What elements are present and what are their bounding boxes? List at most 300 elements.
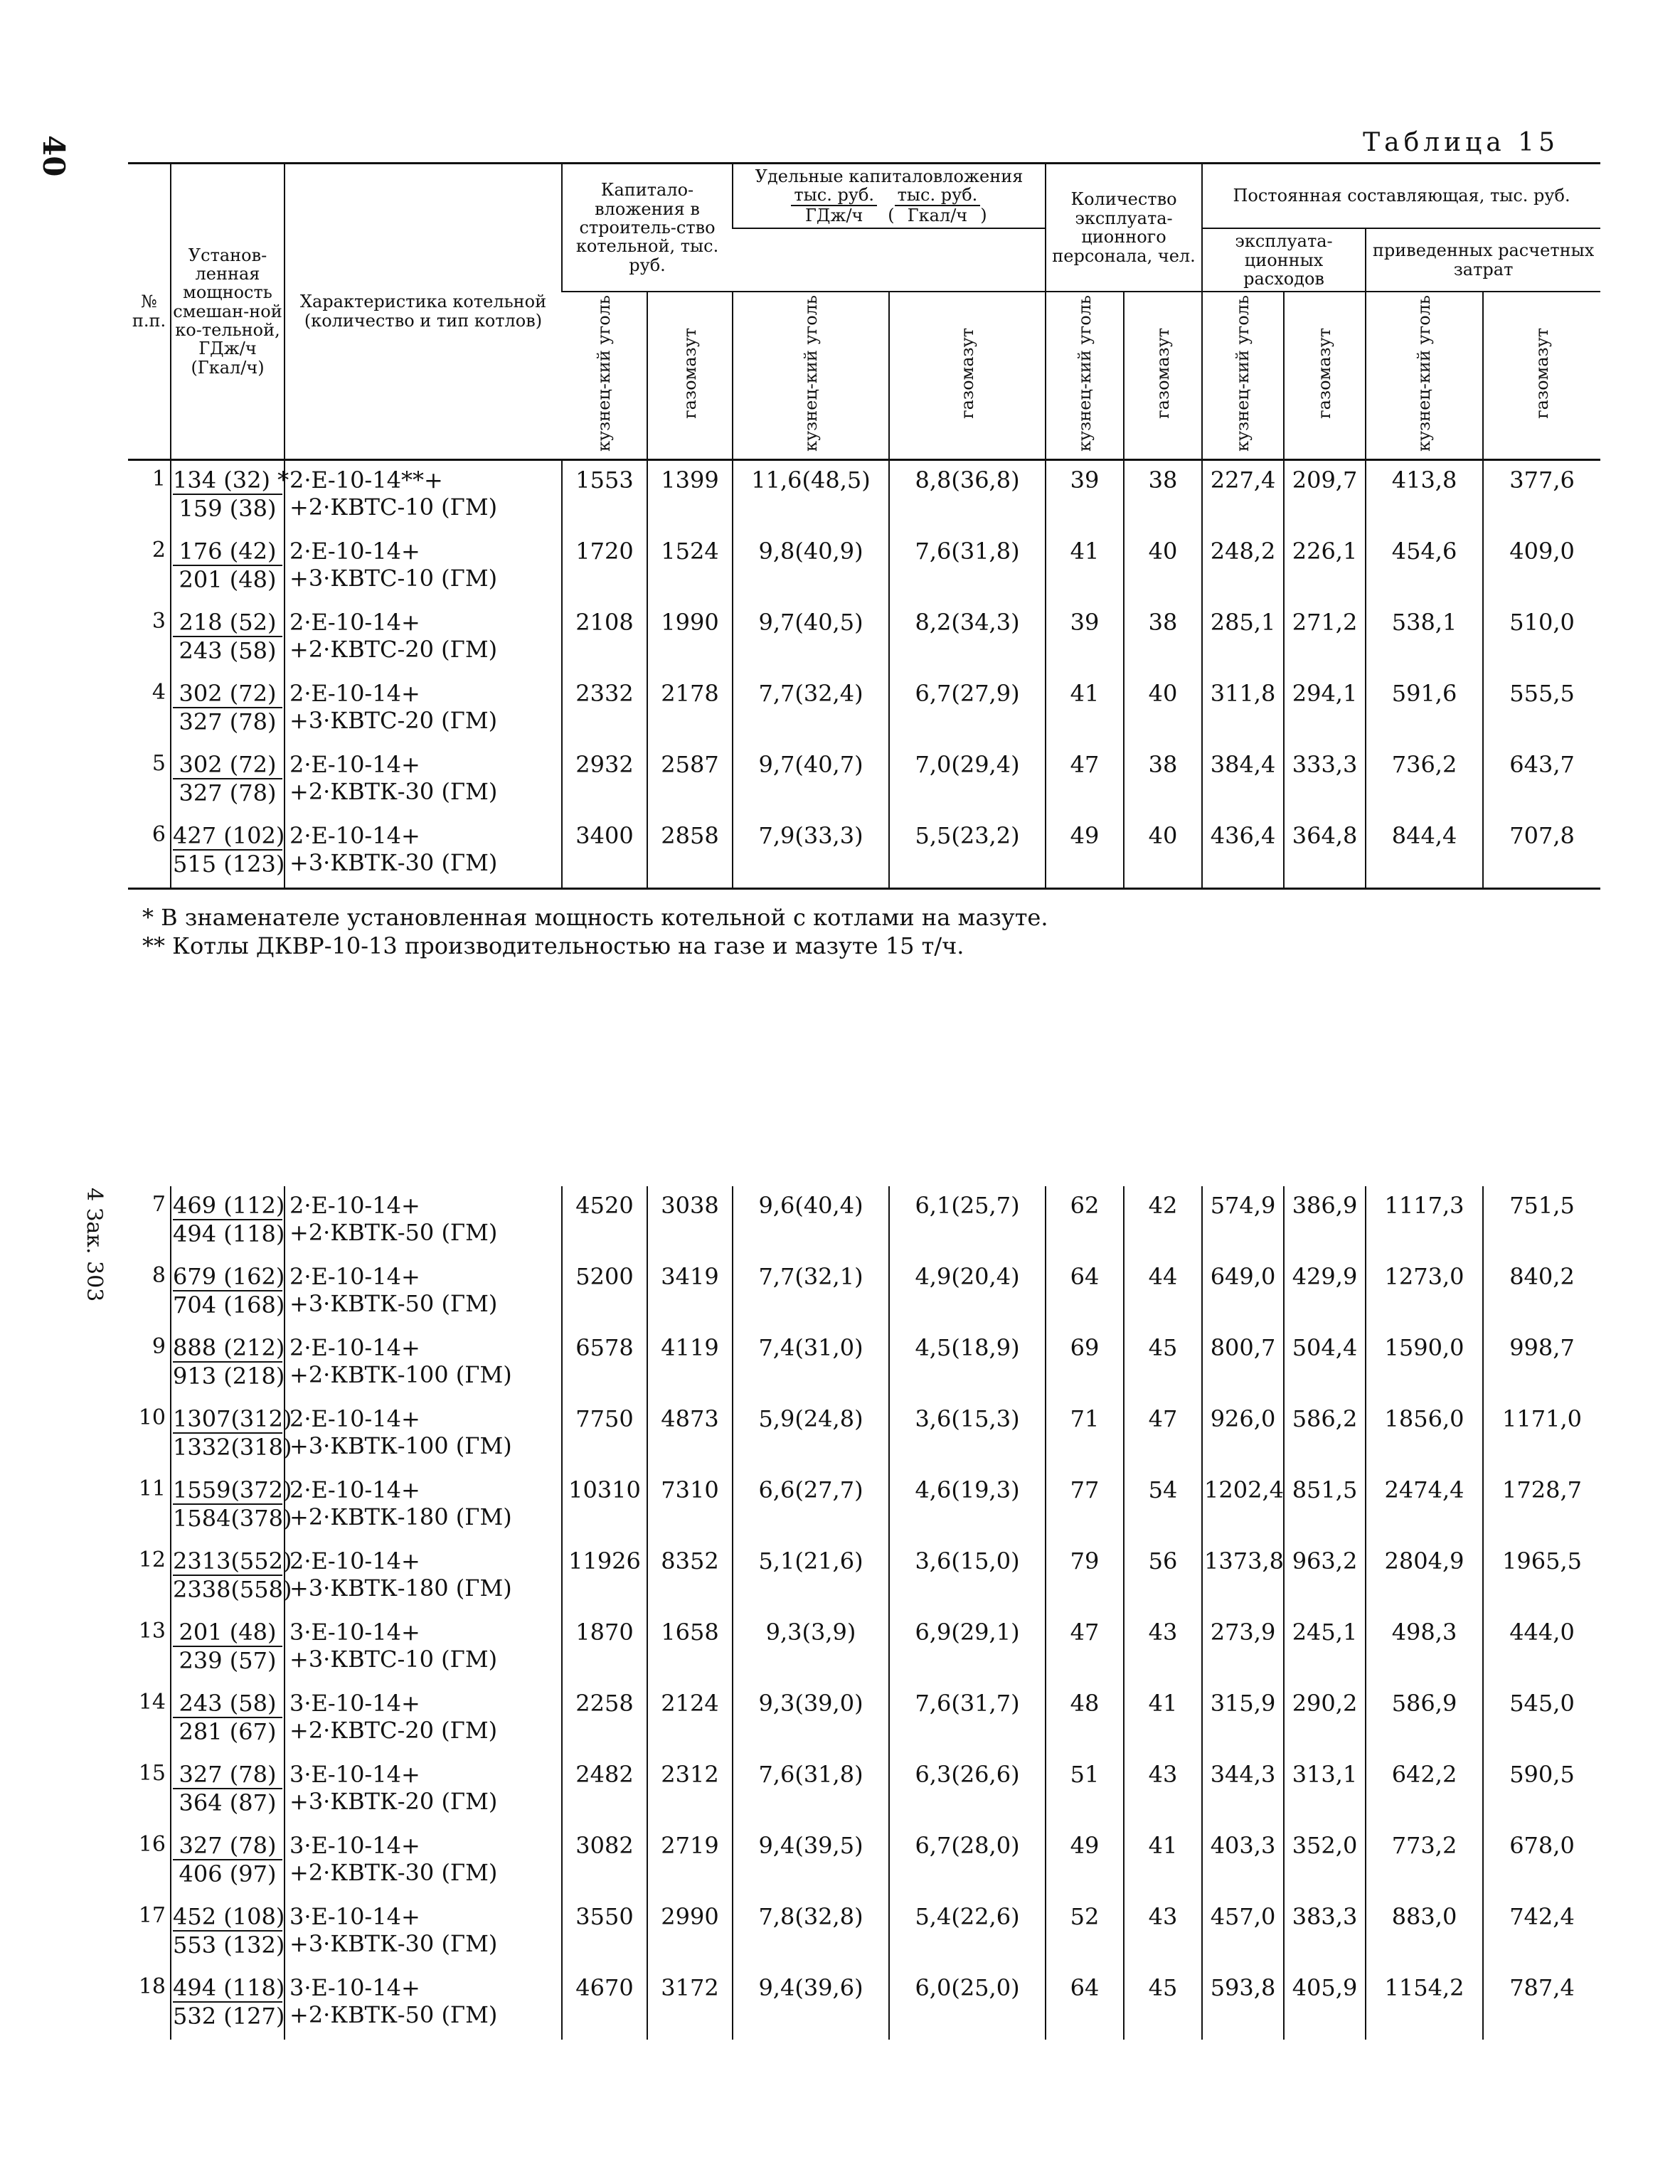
reduced-coal-cell: 1856,0 (1366, 1400, 1483, 1471)
installed-power (171, 674, 285, 745)
boiler-config-line1: 2·Е-10-14+ (289, 821, 420, 849)
capital-gas-cell: 1990 (647, 603, 733, 674)
staff-gas-cell: 42 (1124, 1186, 1202, 1257)
installed-power (171, 1471, 292, 1542)
boiler-config-line2: +2·КВТС-20 (ГМ) (289, 1717, 498, 1744)
operating-gas-cell: 383,3 (1284, 1897, 1366, 1969)
boiler-config-line2: +3·КВТС-10 (ГМ) (289, 1646, 498, 1673)
boiler-config-line2: +3·КВТС-20 (ГМ) (289, 706, 498, 734)
installed-power (171, 1969, 285, 2040)
installed-power-gas: 1307(312) (173, 1405, 292, 1432)
installed-power (171, 1542, 292, 1613)
col-header-capital: Капитало-вложения в строитель-ство котельной, тыс. руб. (562, 164, 733, 292)
operating-gas-cell: 963,2 (1284, 1542, 1366, 1613)
table-row (128, 816, 1600, 889)
specific-coal-cell: 9,4(39,5) (733, 1826, 889, 1897)
operating-gas-cell: 226,1 (1284, 532, 1366, 603)
installed-power-oil: 239 (57) (179, 1647, 277, 1674)
operating-gas-cell: 586,2 (1284, 1400, 1366, 1471)
capital-gas-cell: 3419 (647, 1257, 733, 1328)
staff-coal-cell: 71 (1046, 1400, 1124, 1471)
boiler-config (285, 1328, 562, 1400)
installed-power-oil: 1584(378) (173, 1505, 292, 1532)
reduced-gas-cell: 555,5 (1483, 674, 1600, 745)
boiler-config-line1: 3·Е-10-14+ (289, 1832, 420, 1859)
installed-power-oil: 704 (168) (173, 1291, 285, 1319)
installed-power-gas: 302 (72) (173, 680, 282, 708)
sub-header-gas: газомазут (679, 328, 700, 420)
operating-gas-cell: 429,9 (1284, 1257, 1366, 1328)
col-header-staff: Количество эксплуата-ционного персонала, чел. (1046, 164, 1202, 292)
table-row (128, 1257, 1600, 1328)
operating-gas-cell: 851,5 (1284, 1471, 1366, 1542)
row-number: 12 (138, 1548, 166, 1572)
reduced-coal-cell: 642,2 (1366, 1755, 1483, 1826)
reduced-coal-cell: 591,6 (1366, 674, 1483, 745)
boiler-config-line1: 2·Е-10-14+ (289, 1405, 420, 1432)
staff-gas-cell: 43 (1124, 1897, 1202, 1969)
capital-coal-cell: 2932 (562, 745, 647, 816)
col-header-char: Характеристика котельной (количество и тип котлов) (285, 164, 562, 460)
operating-gas-cell: 386,9 (1284, 1186, 1366, 1257)
installed-power-gas: 176 (42) (173, 538, 282, 566)
operating-coal-cell: 273,9 (1202, 1613, 1284, 1684)
row-number: 2 (151, 537, 166, 563)
staff-coal-cell: 41 (1046, 674, 1124, 745)
staff-gas-cell: 45 (1124, 1328, 1202, 1400)
specific-gas-cell: 6,9(29,1) (889, 1613, 1046, 1684)
table-row (128, 1684, 1600, 1755)
operating-gas-cell: 313,1 (1284, 1755, 1366, 1826)
specific-coal-cell: 9,7(40,5) (733, 603, 889, 674)
specific-gas-cell: 3,6(15,0) (889, 1542, 1046, 1613)
reduced-coal-cell: 2804,9 (1366, 1542, 1483, 1613)
installed-power-gas: 888 (212) (173, 1334, 285, 1361)
table-row (128, 1897, 1600, 1969)
boiler-config-line1: 2·Е-10-14+ (289, 1334, 420, 1361)
boiler-config-line1: 2·Е-10-14+ (289, 537, 420, 565)
specific-gas-cell: 4,6(19,3) (889, 1471, 1046, 1542)
installed-power-oil: 327 (78) (179, 708, 277, 735)
specific-coal-cell: 5,1(21,6) (733, 1542, 889, 1613)
boiler-config (285, 1897, 562, 1969)
row-number: 13 (138, 1619, 166, 1644)
specific-gas-cell: 5,4(22,6) (889, 1897, 1046, 1969)
boiler-config (285, 603, 562, 674)
boiler-config-line1: 3·Е-10-14+ (289, 1690, 420, 1717)
row-number: 17 (138, 1903, 166, 1928)
installed-power (171, 1257, 285, 1328)
installed-power-oil: 494 (118) (173, 1220, 285, 1247)
staff-gas-cell: 38 (1124, 745, 1202, 816)
sub-header-gas: газомазут (1314, 328, 1335, 420)
specific-coal-cell: 9,8(40,9) (733, 532, 889, 603)
col-header-const-b: приведенных расчетных затрат (1366, 228, 1600, 292)
installed-power-oil: 327 (78) (179, 779, 277, 806)
boiler-config (285, 532, 562, 603)
boiler-config-line1: 2·Е-10-14+ (289, 750, 420, 778)
capital-gas-cell: 2719 (647, 1826, 733, 1897)
reduced-gas-cell: 377,6 (1483, 459, 1600, 532)
staff-coal-cell: 64 (1046, 1969, 1124, 2040)
specific-gas-cell: 7,6(31,8) (889, 532, 1046, 603)
reduced-coal-cell: 498,3 (1366, 1613, 1483, 1684)
staff-coal-cell: 47 (1046, 745, 1124, 816)
staff-coal-cell: 79 (1046, 1542, 1124, 1613)
boiler-config-line1: 3·Е-10-14+ (289, 1903, 420, 1930)
installed-power-gas: 201 (48) (173, 1619, 282, 1647)
table-row (128, 1542, 1600, 1613)
reduced-coal-cell: 586,9 (1366, 1684, 1483, 1755)
boiler-config-line2: +2·КВТС-20 (ГМ) (289, 635, 498, 663)
reduced-gas-cell: 707,8 (1483, 816, 1600, 889)
capital-gas-cell: 1658 (647, 1613, 733, 1684)
specific-coal-cell: 6,6(27,7) (733, 1471, 889, 1542)
staff-gas-cell: 38 (1124, 459, 1202, 532)
col-header-power: Установ-ленная мощность смешан-ной ко-тельной, ГДж/ч (Гкал/ч) (171, 164, 285, 460)
boiler-config-line2: +2·КВТК-180 (ГМ) (289, 1503, 512, 1530)
row-number: 6 (151, 821, 166, 847)
boiler-config (285, 1186, 562, 1257)
staff-coal-cell: 69 (1046, 1328, 1124, 1400)
installed-power-oil: 2338(558) (173, 1576, 292, 1603)
specific-gas-cell: 7,6(31,7) (889, 1684, 1046, 1755)
specific-coal-cell: 9,4(39,6) (733, 1969, 889, 2040)
capital-gas-cell: 4873 (647, 1400, 733, 1471)
boiler-config (285, 1613, 562, 1684)
row-number: 7 (151, 1192, 166, 1217)
specific-gas-cell: 6,7(27,9) (889, 674, 1046, 745)
staff-gas-cell: 47 (1124, 1400, 1202, 1471)
boiler-config-line2: +2·КВТК-100 (ГМ) (289, 1361, 512, 1388)
capital-gas-cell: 3172 (647, 1969, 733, 2040)
reduced-coal-cell: 1590,0 (1366, 1328, 1483, 1400)
sub-header-gas: газомазут (1531, 328, 1552, 420)
boiler-config (285, 1969, 562, 2040)
table-title: Таблица 15 (1363, 128, 1559, 157)
row-number: 4 (151, 679, 166, 705)
specific-gas-cell: 6,1(25,7) (889, 1186, 1046, 1257)
boiler-config-line2: +2·КВТК-30 (ГМ) (289, 777, 498, 805)
specific-coal-cell: 7,7(32,1) (733, 1257, 889, 1328)
specific-coal-cell: 9,6(40,4) (733, 1186, 889, 1257)
table-row (128, 1826, 1600, 1897)
table-body-top (128, 459, 1600, 888)
boiler-config (285, 674, 562, 745)
specific-unit-a (791, 186, 877, 225)
operating-coal-cell: 457,0 (1202, 1897, 1284, 1969)
operating-gas-cell: 209,7 (1284, 459, 1366, 532)
installed-power-gas: 469 (112) (173, 1192, 285, 1219)
capital-coal-cell: 4520 (562, 1186, 647, 1257)
reduced-coal-cell: 1117,3 (1366, 1186, 1483, 1257)
capital-gas-cell: 7310 (647, 1471, 733, 1542)
row-number: 8 (151, 1263, 166, 1288)
reduced-coal-cell: 2474,4 (1366, 1471, 1483, 1542)
specific-gas-cell: 6,7(28,0) (889, 1826, 1046, 1897)
boiler-config (285, 745, 562, 816)
side-note: 4 Зак. 303 (82, 1188, 107, 1302)
installed-power (171, 1897, 285, 1969)
operating-gas-cell: 290,2 (1284, 1684, 1366, 1755)
specific-unit-a-num: тыс. руб. (791, 186, 877, 206)
reduced-coal-cell: 736,2 (1366, 745, 1483, 816)
installed-power-oil: 281 (67) (179, 1718, 277, 1745)
operating-gas-cell: 333,3 (1284, 745, 1366, 816)
row-number: 15 (138, 1761, 166, 1786)
col-header-const-a: эксплуата-ционных расходов (1202, 228, 1366, 292)
staff-gas-cell: 40 (1124, 674, 1202, 745)
installed-power-oil: 532 (127) (173, 2003, 285, 2030)
footnotes (142, 903, 1048, 960)
specific-gas-cell: 6,3(26,6) (889, 1755, 1046, 1826)
specific-gas-cell: 3,6(15,3) (889, 1400, 1046, 1471)
reduced-gas-cell: 545,0 (1483, 1684, 1600, 1755)
table-row (128, 745, 1600, 816)
installed-power-gas: 327 (78) (173, 1761, 282, 1789)
capital-gas-cell: 2858 (647, 816, 733, 889)
table-row (128, 1969, 1600, 2040)
boiler-config-line2: +2·КВТК-30 (ГМ) (289, 1859, 498, 1886)
operating-gas-cell: 364,8 (1284, 816, 1366, 889)
staff-gas-cell: 40 (1124, 816, 1202, 889)
installed-power-gas: 494 (118) (173, 1974, 285, 2001)
staff-coal-cell: 52 (1046, 1897, 1124, 1969)
boiler-config (285, 1826, 562, 1897)
boiler-config (285, 816, 562, 889)
sub-header-coal: кузнец-кий уголь (594, 295, 615, 452)
specific-coal-cell: 5,9(24,8) (733, 1400, 889, 1471)
data-table-top (128, 162, 1600, 890)
specific-coal-cell: 7,7(32,4) (733, 674, 889, 745)
installed-power-oil: 406 (97) (179, 1860, 277, 1887)
reduced-coal-cell: 1154,2 (1366, 1969, 1483, 2040)
operating-gas-cell: 245,1 (1284, 1613, 1366, 1684)
capital-gas-cell: 2178 (647, 674, 733, 745)
boiler-config-line2: +3·КВТК-30 (ГМ) (289, 848, 498, 876)
capital-coal-cell: 7750 (562, 1400, 647, 1471)
specific-unit-b-den: Гкал/ч (907, 205, 968, 225)
specific-gas-cell: 6,0(25,0) (889, 1969, 1046, 2040)
specific-coal-cell: 7,8(32,8) (733, 1897, 889, 1969)
boiler-config-line2: +3·КВТС-10 (ГМ) (289, 564, 498, 592)
specific-gas-cell: 8,8(36,8) (889, 459, 1046, 532)
staff-coal-cell: 64 (1046, 1257, 1124, 1328)
capital-coal-cell: 1553 (562, 459, 647, 532)
installed-power (171, 745, 285, 816)
installed-power (171, 1613, 285, 1684)
specific-gas-cell: 5,5(23,2) (889, 816, 1046, 889)
boiler-config-line1: 3·Е-10-14+ (289, 1619, 420, 1646)
operating-gas-cell: 504,4 (1284, 1328, 1366, 1400)
specific-gas-cell: 8,2(34,3) (889, 603, 1046, 674)
capital-coal-cell: 4670 (562, 1969, 647, 2040)
boiler-config-line1: 3·Е-10-14+ (289, 1761, 420, 1788)
staff-coal-cell: 77 (1046, 1471, 1124, 1542)
operating-coal-cell: 1202,4 (1202, 1471, 1284, 1542)
capital-coal-cell: 2108 (562, 603, 647, 674)
capital-coal-cell: 6578 (562, 1328, 647, 1400)
boiler-config-line1: 2·Е-10-14+ (289, 1548, 420, 1575)
capital-coal-cell: 10310 (562, 1471, 647, 1542)
boiler-config-line1: 2·Е-10-14+ (289, 1192, 420, 1219)
reduced-gas-cell: 678,0 (1483, 1826, 1600, 1897)
specific-coal-cell: 7,4(31,0) (733, 1328, 889, 1400)
operating-coal-cell: 1373,8 (1202, 1542, 1284, 1613)
reduced-coal-cell: 1273,0 (1366, 1257, 1483, 1328)
capital-coal-cell: 1870 (562, 1613, 647, 1684)
reduced-gas-cell: 787,4 (1483, 1969, 1600, 2040)
row-number: 1 (151, 466, 166, 491)
capital-coal-cell: 5200 (562, 1257, 647, 1328)
boiler-config (285, 1684, 562, 1755)
installed-power (171, 816, 285, 889)
installed-power (171, 1755, 285, 1826)
installed-power-gas: 243 (58) (173, 1690, 282, 1718)
capital-coal-cell: 2332 (562, 674, 647, 745)
operating-coal-cell: 315,9 (1202, 1684, 1284, 1755)
operating-coal-cell: 403,3 (1202, 1826, 1284, 1897)
page-number: 40 (36, 135, 71, 177)
reduced-gas-cell: 840,2 (1483, 1257, 1600, 1328)
specific-gas-cell: 4,5(18,9) (889, 1328, 1046, 1400)
operating-gas-cell: 271,2 (1284, 603, 1366, 674)
installed-power-oil: 913 (218) (173, 1363, 285, 1390)
row-number: 9 (151, 1334, 166, 1359)
installed-power (171, 1826, 285, 1897)
sub-header-gas: газомазут (957, 328, 977, 420)
installed-power-oil: 201 (48) (179, 565, 277, 593)
reduced-gas-cell: 590,5 (1483, 1755, 1600, 1826)
reduced-gas-cell: 510,0 (1483, 603, 1600, 674)
boiler-config (285, 1755, 562, 1826)
capital-coal-cell: 11926 (562, 1542, 647, 1613)
capital-coal-cell: 3550 (562, 1897, 647, 1969)
operating-coal-cell: 227,4 (1202, 459, 1284, 532)
specific-coal-cell: 9,3(39,0) (733, 1684, 889, 1755)
table-row (128, 1400, 1600, 1471)
staff-gas-cell: 40 (1124, 532, 1202, 603)
operating-coal-cell: 285,1 (1202, 603, 1284, 674)
installed-power-gas: 427 (102) (173, 821, 285, 849)
specific-title: Удельные капиталовложения (755, 166, 1024, 186)
table-row (128, 1328, 1600, 1400)
sub-header-coal: кузнец-кий уголь (1233, 295, 1253, 452)
operating-coal-cell: 344,3 (1202, 1755, 1284, 1826)
boiler-config-line1: 2·Е-10-14**+ (289, 466, 443, 494)
boiler-config (285, 1257, 562, 1328)
sub-header-coal: кузнец-кий уголь (1414, 295, 1435, 452)
capital-gas-cell: 2990 (647, 1897, 733, 1969)
capital-coal-cell: 3082 (562, 1826, 647, 1897)
reduced-gas-cell: 1965,5 (1483, 1542, 1600, 1613)
capital-coal-cell: 1720 (562, 532, 647, 603)
col-header-specific: Удельные капиталовложения $\frac{\text{тыс. руб.}}{\text{ГДж/ч}}$ ( $\frac{\text{тыс. руб.}}{\text{Гкал/ч}}$ ) (733, 164, 1046, 229)
reduced-gas-cell: 409,0 (1483, 532, 1600, 603)
specific-unit-a-den: ГДж/ч (804, 205, 863, 225)
reduced-gas-cell: 1171,0 (1483, 1400, 1600, 1471)
reduced-coal-cell: 844,4 (1366, 816, 1483, 889)
sub-header-gas: газомазут (1152, 328, 1173, 420)
sub-header-coal: кузнец-кий уголь (800, 295, 821, 452)
installed-power-oil: 1332(318) (173, 1434, 292, 1461)
boiler-config-line1: 2·Е-10-14+ (289, 1476, 420, 1503)
col-header-const: Постоянная составляющая, тыс. руб. (1202, 164, 1600, 229)
staff-coal-cell: 39 (1046, 459, 1124, 532)
reduced-gas-cell: 751,5 (1483, 1186, 1600, 1257)
staff-gas-cell: 54 (1124, 1471, 1202, 1542)
staff-coal-cell: 48 (1046, 1684, 1124, 1755)
installed-power (171, 1400, 292, 1471)
installed-power-gas: 218 (52) (173, 609, 282, 637)
capital-gas-cell: 2124 (647, 1684, 733, 1755)
table-row (128, 459, 1600, 532)
operating-coal-cell: 800,7 (1202, 1328, 1284, 1400)
capital-coal-cell: 3400 (562, 816, 647, 889)
staff-coal-cell: 47 (1046, 1613, 1124, 1684)
staff-gas-cell: 43 (1124, 1755, 1202, 1826)
installed-power (171, 1684, 285, 1755)
staff-gas-cell: 45 (1124, 1969, 1202, 2040)
boiler-config (285, 459, 562, 532)
installed-power-gas: 679 (162) (173, 1263, 285, 1290)
operating-gas-cell: 405,9 (1284, 1969, 1366, 2040)
specific-gas-cell: 7,0(29,4) (889, 745, 1046, 816)
operating-coal-cell: 248,2 (1202, 532, 1284, 603)
specific-coal-cell: 7,9(33,3) (733, 816, 889, 889)
col-header-num: № п.п. (128, 164, 171, 460)
reduced-gas-cell: 643,7 (1483, 745, 1600, 816)
reduced-coal-cell: 773,2 (1366, 1826, 1483, 1897)
operating-coal-cell: 311,8 (1202, 674, 1284, 745)
staff-coal-cell: 49 (1046, 816, 1124, 889)
installed-power (171, 532, 285, 603)
boiler-config-line1: 2·Е-10-14+ (289, 679, 420, 707)
operating-coal-cell: 593,8 (1202, 1969, 1284, 2040)
reduced-gas-cell: 998,7 (1483, 1328, 1600, 1400)
installed-power (171, 459, 289, 532)
table-row (128, 1471, 1600, 1542)
capital-gas-cell: 8352 (647, 1542, 733, 1613)
operating-coal-cell: 436,4 (1202, 816, 1284, 889)
operating-coal-cell: 574,9 (1202, 1186, 1284, 1257)
row-number: 11 (138, 1476, 166, 1501)
installed-power (171, 1328, 285, 1400)
reduced-coal-cell: 538,1 (1366, 603, 1483, 674)
staff-coal-cell: 62 (1046, 1186, 1124, 1257)
row-number: 5 (151, 750, 166, 776)
installed-power-oil: 553 (132) (173, 1932, 285, 1959)
boiler-config-line1: 2·Е-10-14+ (289, 1263, 420, 1290)
boiler-config-line2: +2·КВТК-50 (ГМ) (289, 1219, 498, 1246)
boiler-config-line2: +3·КВТК-100 (ГМ) (289, 1432, 512, 1459)
capital-coal-cell: 2482 (562, 1755, 647, 1826)
operating-coal-cell: 649,0 (1202, 1257, 1284, 1328)
boiler-config-line1: 3·Е-10-14+ (289, 1974, 420, 2001)
boiler-config (285, 1400, 562, 1471)
staff-coal-cell: 51 (1046, 1755, 1124, 1826)
installed-power-gas: 1559(372) (173, 1476, 292, 1503)
installed-power-gas: 134 (32) * (173, 466, 289, 494)
installed-power-oil: 159 (38) (179, 494, 277, 522)
reduced-coal-cell: 454,6 (1366, 532, 1483, 603)
footnote: * В знаменателе установленная мощность котельной с котлами на мазуте. (142, 904, 1048, 931)
reduced-gas-cell: 1728,7 (1483, 1471, 1600, 1542)
installed-power-gas: 2313(552) (173, 1548, 292, 1575)
installed-power-oil: 364 (87) (179, 1789, 277, 1816)
installed-power (171, 1186, 285, 1257)
staff-gas-cell: 43 (1124, 1613, 1202, 1684)
